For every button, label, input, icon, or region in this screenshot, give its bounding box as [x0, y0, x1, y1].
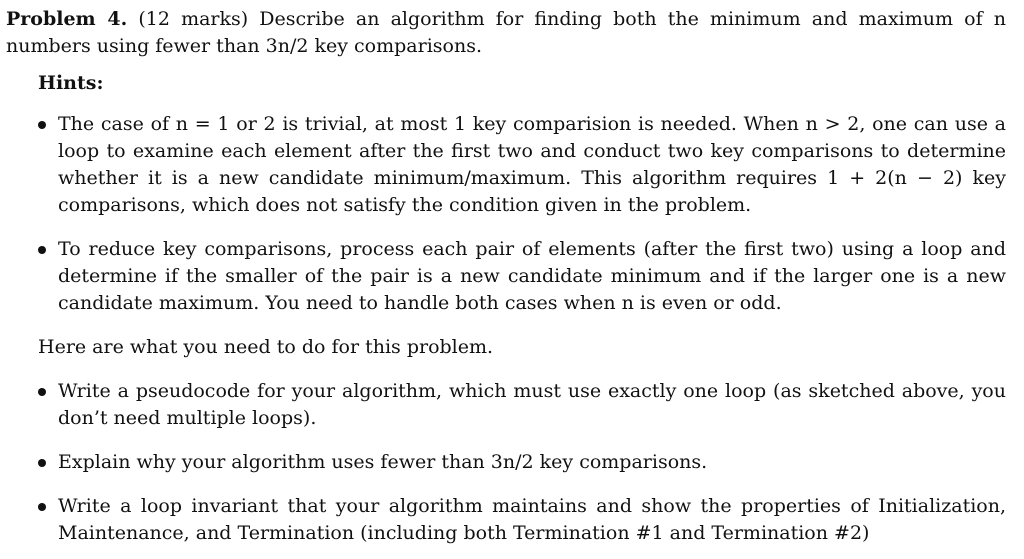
task-list: [6, 378, 1006, 547]
problem-text: (12 marks) Describe an algorithm for finding both the minimum and maximum of n numbers using fewer than 3n/2 key comparisons.: [6, 8, 1006, 57]
hint-item: The case of n = 1 or 2 is trivial, at most 1 key comparision is needed. When n > 2, one can use a loop to examine each element after the first two and conduct two key comparisons to determine whether it is a new candidate minimum/maximum. This algorithm requires 1 + 2(n − 2) key comparisons, which does not satisfy the condition given in the problem.: [6, 111, 1006, 219]
hints-heading: Hints:: [38, 72, 104, 94]
problem-label: Problem 4.: [6, 8, 128, 30]
task-item: Write a loop invariant that your algorithm maintains and show the properties of Initialization, Maintenance, and Termination (including both Termination #1 and Termination #2): [6, 493, 1006, 547]
hint-list: [6, 111, 1006, 317]
task-item: Explain why your algorithm uses fewer than 3n/2 key comparisons.: [6, 449, 1006, 476]
hint-item: To reduce key comparisons, process each pair of elements (after the first two) using a loop and determine if the smaller of the pair is a new candidate minimum and if the larger one is a new candidate maximum. You need to handle both cases when n is even or odd.: [6, 236, 1006, 317]
task-item: Write a pseudocode for your algorithm, which must use exactly one loop (as sketched above, you don’t need multiple loops).: [6, 378, 1006, 432]
problem-statement: [6, 6, 1006, 60]
tasks-intro: Here are what you need to do for this problem.: [38, 336, 494, 358]
